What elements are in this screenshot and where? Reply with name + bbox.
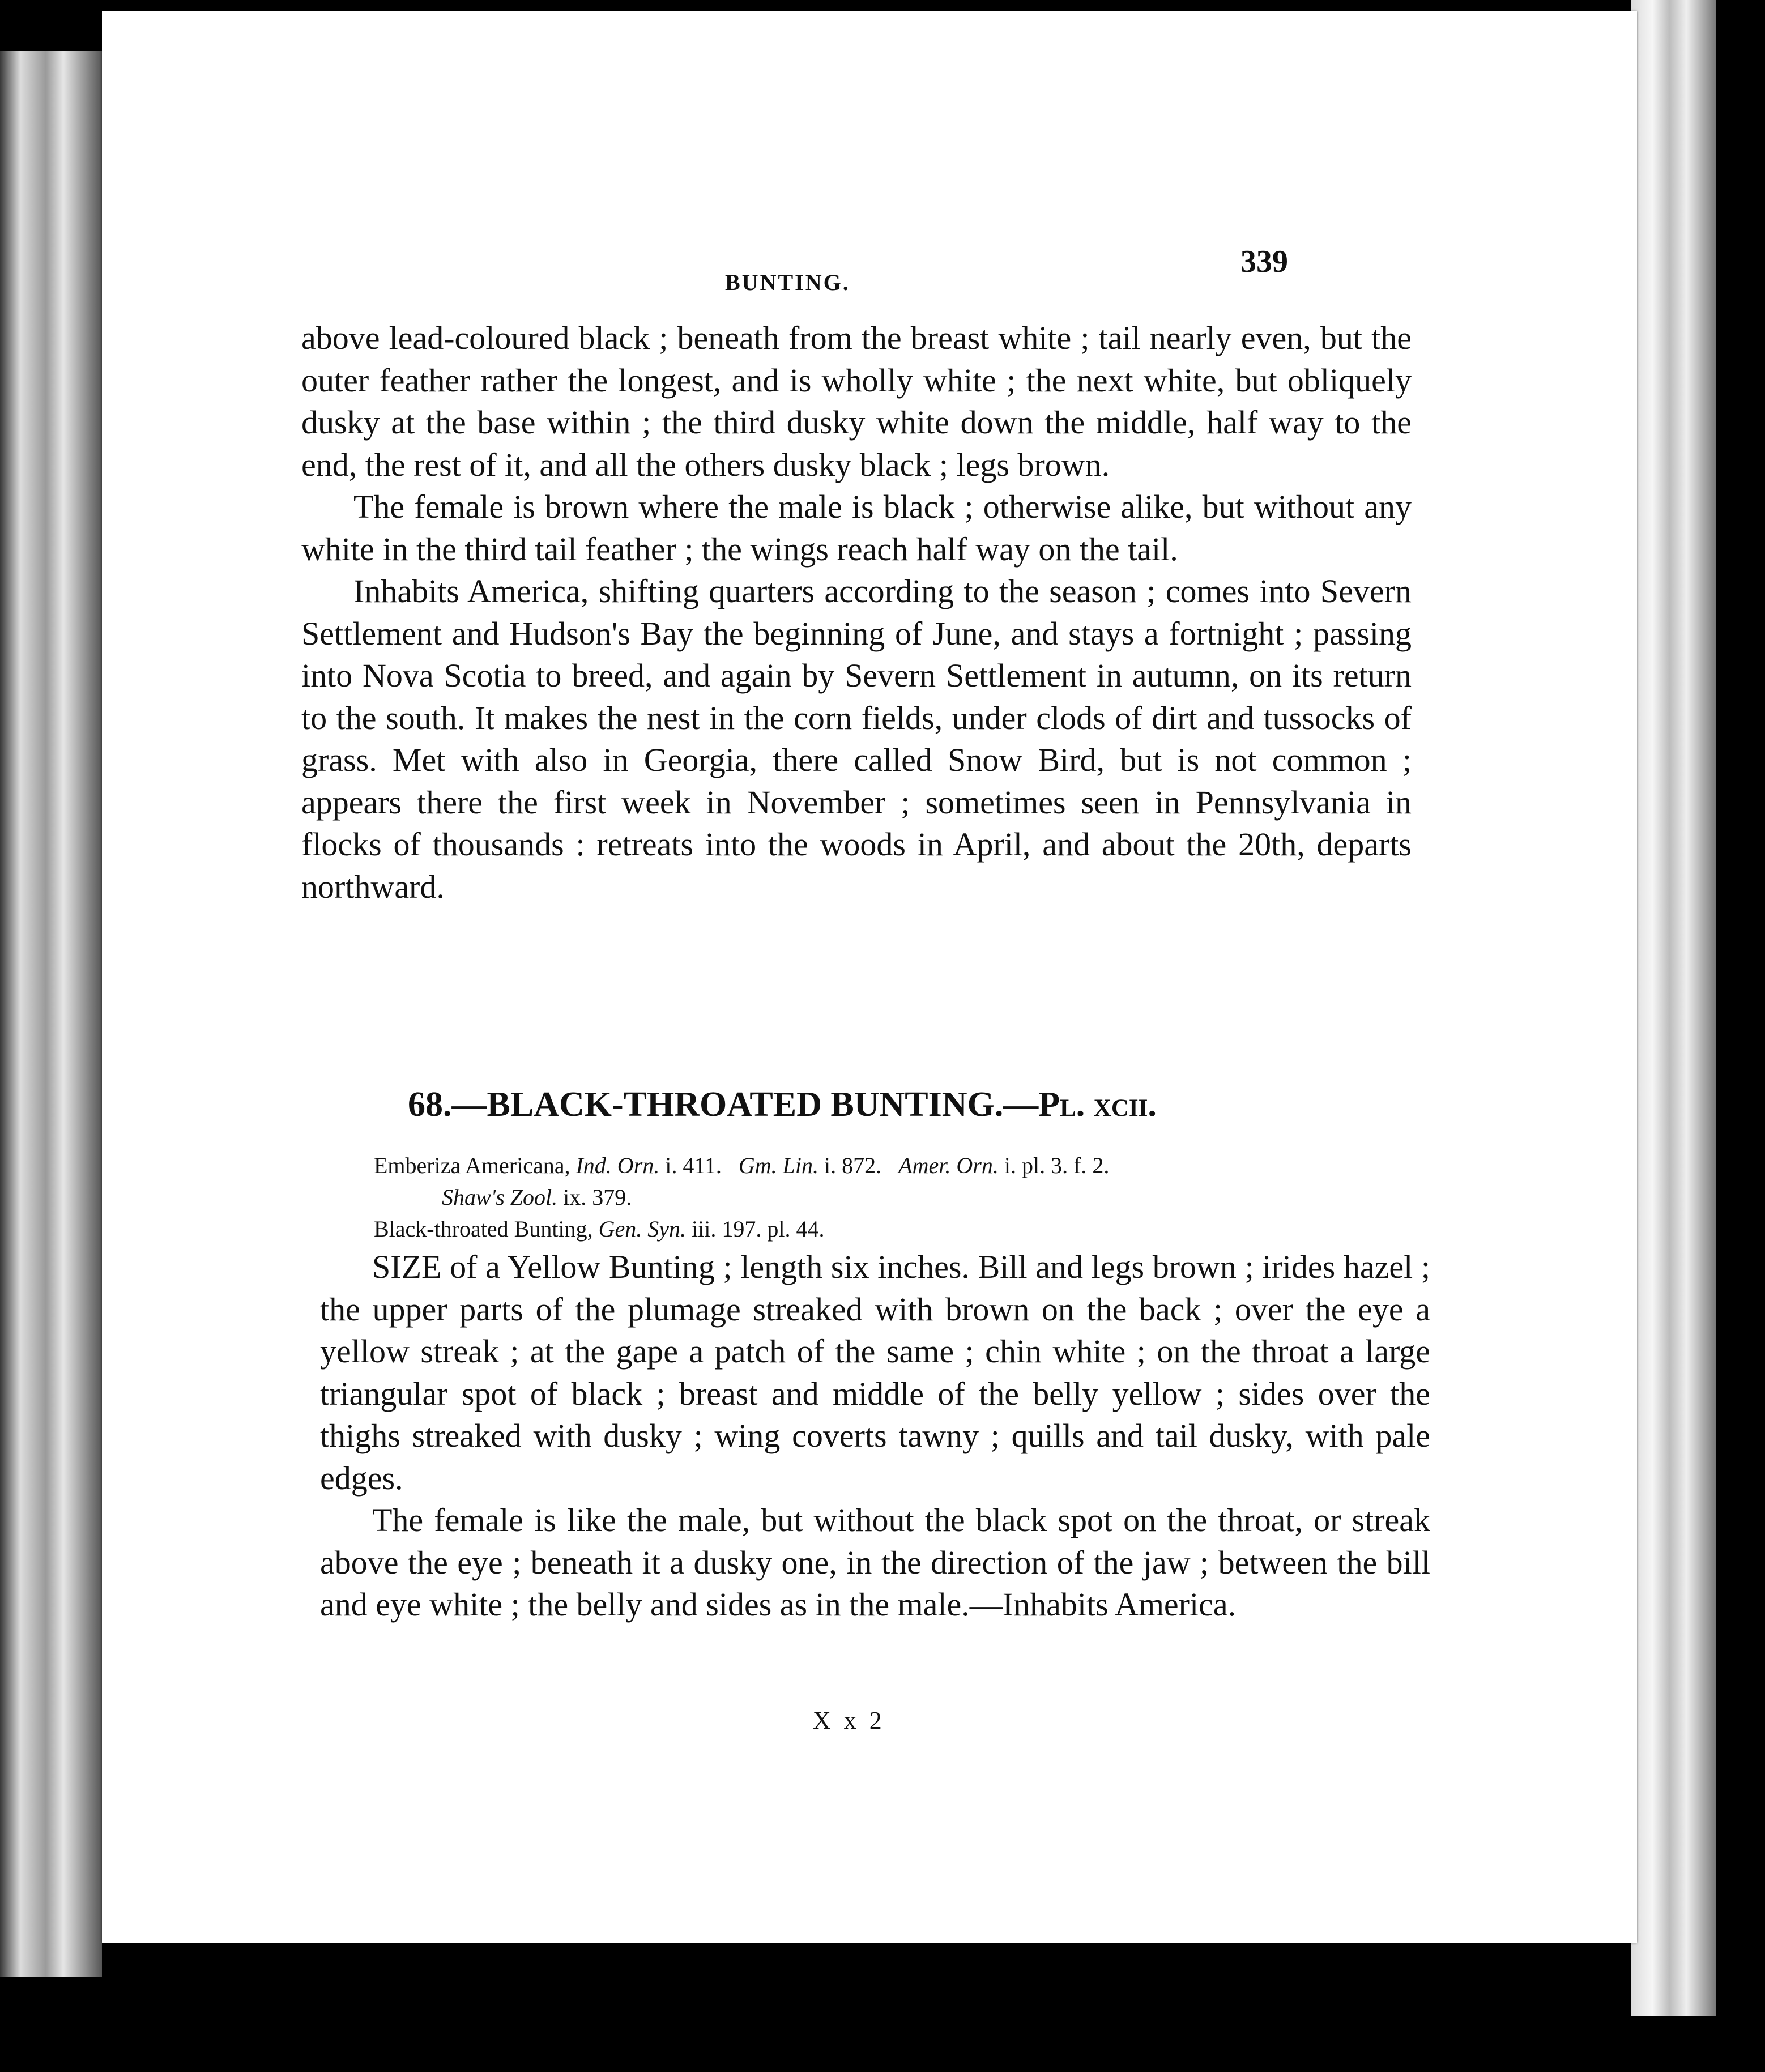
size-text: of a Yellow Bunting ; length six inches. Bill and legs brown ; irides hazel ; the upper parts of the plumage streaked with brown on the back ; over the eye a yellow streak ; at the gape a patch of the same ; chin white ; on the throat a large triangular spot of black ; breast and middle of the belly yellow ; sides over the thighs streaked with dusky ; wing coverts tawny ; quills and tail dusky, with pale edges.	[320, 1248, 1430, 1497]
synonym-name: Black-throated Bunting,	[374, 1216, 593, 1242]
paragraph-plumage: above lead-coloured black ; beneath from the breast white ; tail nearly even, but the outer feather rather the longest, and is wholly white ; the next white, but obliquely dusky at the base within ; the third dusky white down the middle, half way to the end, the rest of it, and all the others dusky black ; legs brown.	[301, 319, 1412, 483]
synonymy-block	[374, 1150, 1450, 1245]
paragraph-female-description: The female is like the male, but without the black spot on the throat, or streak above the eye ; beneath it a dusky one, in the direction of the jaw ; between the bill and eye white ; the belly and sides as in the male.—Inhabits America.	[320, 1502, 1430, 1623]
synonym-name: Emberiza Americana,	[374, 1153, 570, 1178]
citation-value: i. 411.	[665, 1153, 722, 1178]
paragraph-size	[320, 1246, 1430, 1499]
running-head: BUNTING.	[725, 270, 850, 295]
citation-gen-syn: Gen. Syn.	[598, 1216, 686, 1242]
binding-gutter	[0, 51, 102, 1977]
size-lead: SIZE	[372, 1248, 442, 1285]
citation-value: i. pl. 3. f. 2.	[1004, 1153, 1110, 1178]
citation-amer-orn: Amer. Orn.	[898, 1153, 999, 1178]
citation-value: i. 872.	[824, 1153, 882, 1178]
plate-reference: Pl. xcii.	[1038, 1085, 1157, 1124]
section-continued-text	[301, 317, 1412, 908]
citation-gm-lin: Gm. Lin.	[738, 1153, 819, 1178]
synonym-line-1-cont	[374, 1182, 1450, 1213]
species-heading-title: 68.—BLACK-THROATED BUNTING.—	[408, 1085, 1039, 1124]
citation-shaws-zool: Shaw's Zool.	[442, 1184, 558, 1210]
page-edge-stack	[1631, 0, 1716, 2016]
synonym-line-2	[374, 1213, 1450, 1245]
species-heading	[408, 1085, 1157, 1125]
page-number: 339	[1240, 244, 1288, 279]
signature-mark: X x 2	[813, 1707, 885, 1734]
paragraph-female: The female is brown where the male is black ; otherwise alike, but without any white in the third tail feather ; the wings reach half way on the tail.	[301, 488, 1412, 568]
synonym-line-1	[374, 1150, 1450, 1182]
paragraph-habitat: Inhabits America, shifting quarters according to the season ; comes into Severn Settlement and Hudson's Bay the beginning of June, and stays a fortnight ; passing into Nova Scotia to breed, and again by Severn Settlement in autumn, on its return to the south. It makes the nest in the corn fields, under clods of dirt and tussocks of grass. Met with also in Georgia, there called Snow Bird, but is not common ; appears there the first week in November ; sometimes seen in Pennsylvania in flocks of thousands : retreats into the woods in April, and about the 20th, departs northward.	[301, 573, 1412, 905]
citation-value: iii. 197. pl. 44.	[692, 1216, 825, 1242]
citation-ind-orn: Ind. Orn.	[575, 1153, 660, 1178]
species-description	[320, 1246, 1430, 1626]
book-page	[102, 11, 1637, 1943]
citation-value: ix. 379.	[563, 1184, 632, 1210]
